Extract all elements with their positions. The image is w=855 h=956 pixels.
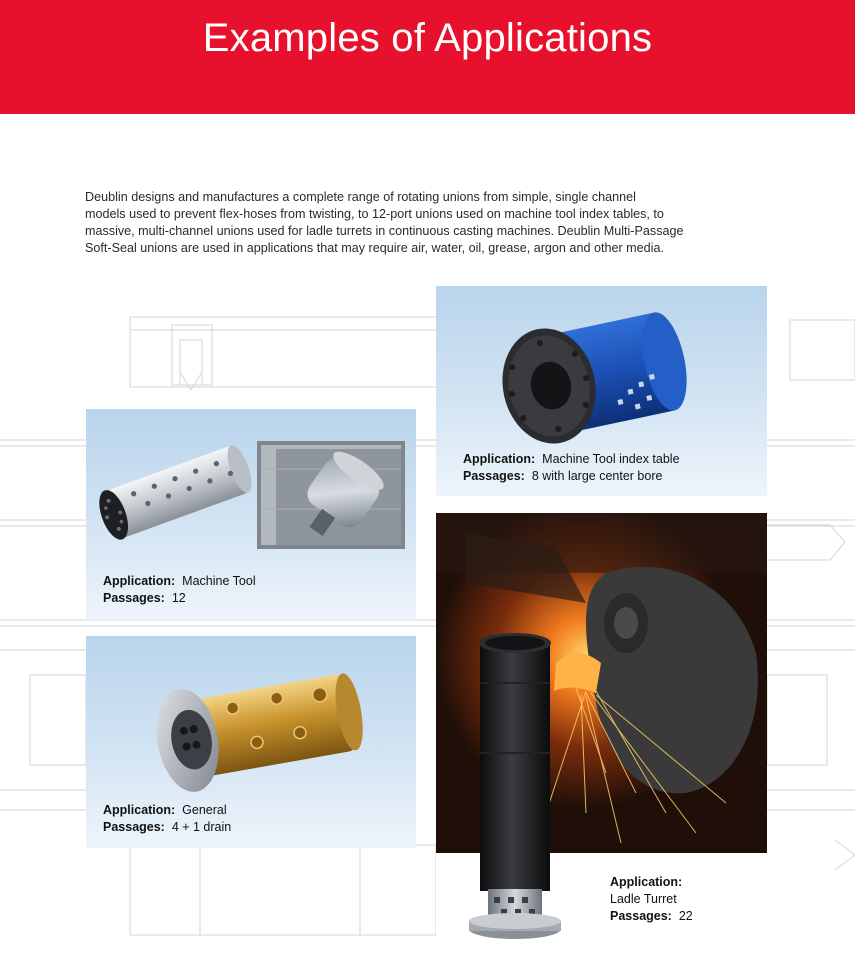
ladle-turret-image	[436, 513, 767, 951]
application-value: Machine Tool index table	[542, 452, 680, 466]
application-value: General	[182, 803, 227, 817]
passages-label: Passages:	[610, 909, 672, 923]
application-label: Application:	[463, 452, 536, 466]
application-label: Application:	[103, 803, 176, 817]
application-label: Application:	[610, 875, 683, 889]
passages-value: 22	[678, 909, 693, 923]
application-card-machine-tool	[86, 409, 416, 620]
intro-line: Soft-Seal unions are used in applications that may require air, water, oil, grease, argon and other media.	[85, 241, 664, 255]
application-value: Ladle Turret	[610, 892, 677, 906]
application-card-general	[86, 636, 416, 848]
intro-paragraph	[85, 189, 765, 257]
intro-line: Deublin designs and manufactures a complete range of rotating unions from simple, single channel	[85, 190, 636, 204]
passages-value: 8 with large center bore	[531, 469, 663, 483]
application-card-index-table	[436, 286, 767, 496]
passages-label: Passages:	[103, 591, 165, 605]
header-banner	[0, 0, 855, 114]
application-card-ladle-turret	[436, 513, 767, 951]
passages-label: Passages:	[463, 469, 525, 483]
passages-label: Passages:	[103, 820, 165, 834]
application-value: Machine Tool	[182, 574, 256, 588]
application-label: Application:	[103, 574, 176, 588]
passages-value: 12	[171, 591, 186, 605]
passages-value: 4 + 1 drain	[171, 820, 232, 834]
ladle-turret-caption	[610, 874, 693, 925]
intro-line: massive, multi-channel unions used for ladle turrets in continuous casting machines. Deublin Multi-Passage	[85, 224, 684, 238]
intro-line: models used to prevent flex-hoses from twisting, to 12-port unions used on machine tool index tables, to	[85, 207, 664, 221]
page-title: Examples of Applications	[202, 16, 653, 60]
index-table-caption	[463, 451, 680, 485]
general-caption	[103, 802, 231, 836]
machine-tool-caption	[103, 573, 256, 607]
